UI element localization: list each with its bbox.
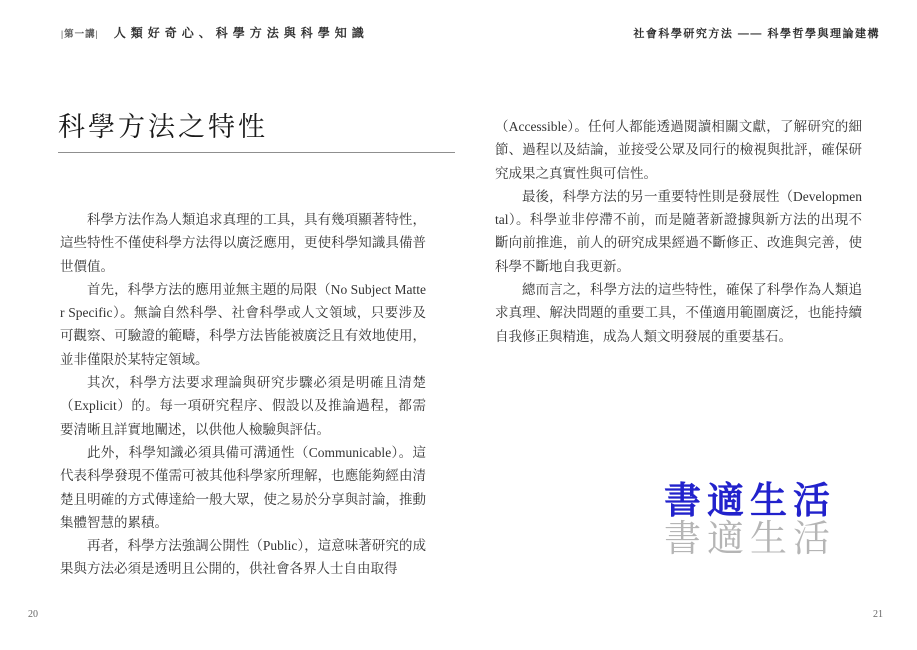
- body-paragraph: 首先，科學方法的應用並無主題的局限（No Subject Matter Specific）。無論自然科學、社會科學或人文領域，只要涉及可觀察、可驗證的範疇，科學方法皆能被廣泛且有效地使用，並非僅限於某特定領域。: [60, 281, 426, 367]
- body-paragraph: 最後，科學方法的另一重要特性則是發展性（Developmental）。科學並非停滯不前，而是隨著新證據與新方法的出現不斷向前推進，前人的研究成果經過不斷修正、改進與完善，使科學不斷地自我更新。: [495, 188, 862, 274]
- page-number-right: 21: [873, 609, 883, 620]
- body-paragraph: 總而言之，科學方法的這些特性，確保了科學作為人類追求真理、解決問題的重要工具，不僅適用範圍廣泛，也能持續自我修正與精進，成為人類文明發展的重要基石。: [495, 282, 862, 344]
- body-paragraph: 此外，科學知識必須具備可溝通性（Communicable）。這代表科學發現不僅需可被其他科學家所理解，也應能夠經由清楚且明確的方式傳達給一般大眾，使之易於分享與討論，推動集體智慧的累積。: [60, 444, 426, 530]
- title-rule: [58, 152, 455, 153]
- page-number-left: 20: [28, 609, 38, 620]
- body-paragraph: （Accessible）。任何人都能透過閱讀相關文獻，了解研究的細節、過程以及結論，並接受公眾及同行的檢視與批評，確保研究成果之真實性與可信性。: [495, 119, 862, 181]
- left-page-body: [60, 208, 426, 581]
- running-header-right: 社會科學研究方法 —— 科學哲學與理論建構: [633, 28, 880, 40]
- watermark-blue: 書適生活: [664, 481, 836, 522]
- body-paragraph: 再者，科學方法強調公開性（Public），這意味著研究的成果與方法必須是透明且公開的，供社會各界人士自由取得: [60, 538, 426, 577]
- running-header-left: [61, 24, 369, 42]
- chapter-title: 人類好奇心、科學方法與科學知識: [113, 26, 369, 40]
- body-paragraph: 其次，科學方法要求理論與研究步驟必須是明確且清楚（Explicit）的。每一項研究程序、假設以及推論過程，都需要清晰且詳實地闡述，以供他人檢驗與評估。: [60, 375, 426, 437]
- body-paragraph: 科學方法作為人類追求真理的工具，具有幾項顯著特性，這些特性不僅使科學方法得以廣泛應用，更使科學知識具備普世價值。: [60, 212, 426, 274]
- chapter-marker: |第一講|: [61, 30, 99, 40]
- watermark-gray: 書適生活: [664, 519, 836, 560]
- right-page-body: [495, 115, 862, 348]
- section-title: 科學方法之特性: [58, 112, 268, 142]
